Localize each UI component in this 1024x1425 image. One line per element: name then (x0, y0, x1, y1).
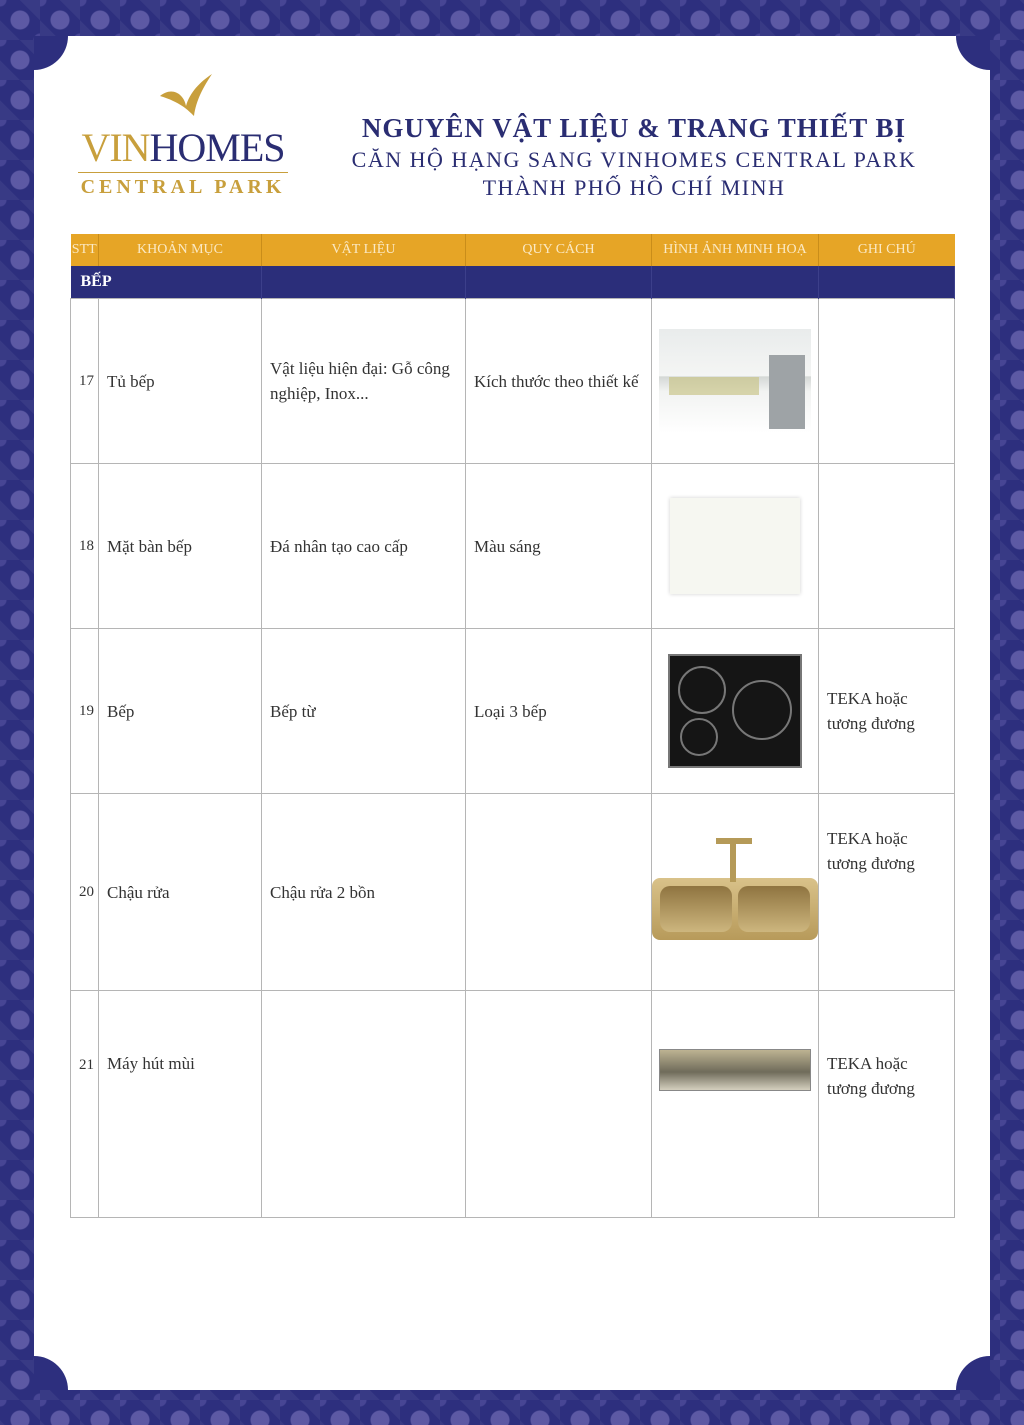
row-note (819, 299, 955, 464)
row-material: Vật liệu hiện đại: Gỗ công nghiệp, Inox... (262, 299, 466, 464)
table-header-row (71, 234, 955, 266)
page-header (314, 110, 954, 202)
row-spec: Kích thước theo thiết kế (466, 299, 652, 464)
row-spec (466, 794, 652, 991)
page-location: THÀNH PHỐ HỒ CHÍ MINH (482, 175, 786, 200)
column-header-image: HÌNH ẢNH MINH HOẠ (652, 234, 819, 266)
row-note (819, 464, 955, 629)
double-sink-image (652, 832, 818, 952)
row-material: Chậu rửa 2 bồn (262, 794, 466, 991)
table-row (71, 794, 955, 991)
row-stt: 18 (71, 464, 99, 629)
page-title: NGUYÊN VẬT LIỆU & TRANG THIẾT BỊ (361, 113, 907, 143)
column-header-material: VẬT LIỆU (262, 234, 466, 266)
row-image (652, 991, 819, 1218)
row-spec: Màu sáng (466, 464, 652, 629)
row-material (262, 991, 466, 1218)
row-note: TEKA hoặc tương đương (819, 991, 955, 1218)
row-material: Bếp từ (262, 629, 466, 794)
section-label: BẾP (71, 266, 262, 299)
column-header-spec: QUY CÁCH (466, 234, 652, 266)
row-note: TEKA hoặc tương đương (819, 629, 955, 794)
vinhomes-logo (76, 70, 290, 200)
row-image (652, 794, 819, 991)
kitchen-cabinet-image (659, 329, 811, 433)
bird-icon (156, 70, 216, 122)
row-item: Chậu rửa (99, 794, 262, 991)
row-spec: Loại 3 bếp (466, 629, 652, 794)
document-page (34, 36, 990, 1390)
page-corner (34, 36, 68, 70)
section-row-kitchen (71, 266, 955, 299)
row-stt: 17 (71, 299, 99, 464)
row-note: TEKA hoặc tương đương (819, 794, 955, 991)
row-image (652, 629, 819, 794)
logo-wordmark: VINHOMES (81, 125, 285, 170)
row-stt: 21 (71, 991, 99, 1218)
induction-cooktop-image (668, 654, 802, 768)
page-subtitle: CĂN HỘ HẠNG SANG VINHOMES CENTRAL PARK (351, 147, 917, 172)
row-image (652, 464, 819, 629)
row-stt: 20 (71, 794, 99, 991)
page-corner (956, 36, 990, 70)
row-material: Đá nhân tạo cao cấp (262, 464, 466, 629)
table-row (71, 991, 955, 1218)
table-row (71, 629, 955, 794)
table-row (71, 464, 955, 629)
page-corner (34, 1356, 68, 1390)
logo-divider (78, 172, 288, 173)
materials-table (70, 234, 955, 1218)
table-row (71, 299, 955, 464)
row-item: Máy hút mùi (99, 991, 262, 1218)
row-spec (466, 991, 652, 1218)
countertop-image (670, 498, 800, 594)
column-header-stt: STT (71, 234, 99, 266)
column-header-note: GHI CHÚ (819, 234, 955, 266)
range-hood-image (659, 1049, 811, 1091)
row-stt: 19 (71, 629, 99, 794)
logo-subtitle: CENTRAL PARK (80, 176, 286, 198)
page-corner (956, 1356, 990, 1390)
row-image (652, 299, 819, 464)
row-item: Mặt bàn bếp (99, 464, 262, 629)
column-header-item: KHOẢN MỤC (99, 234, 262, 266)
row-item: Tủ bếp (99, 299, 262, 464)
row-item: Bếp (99, 629, 262, 794)
